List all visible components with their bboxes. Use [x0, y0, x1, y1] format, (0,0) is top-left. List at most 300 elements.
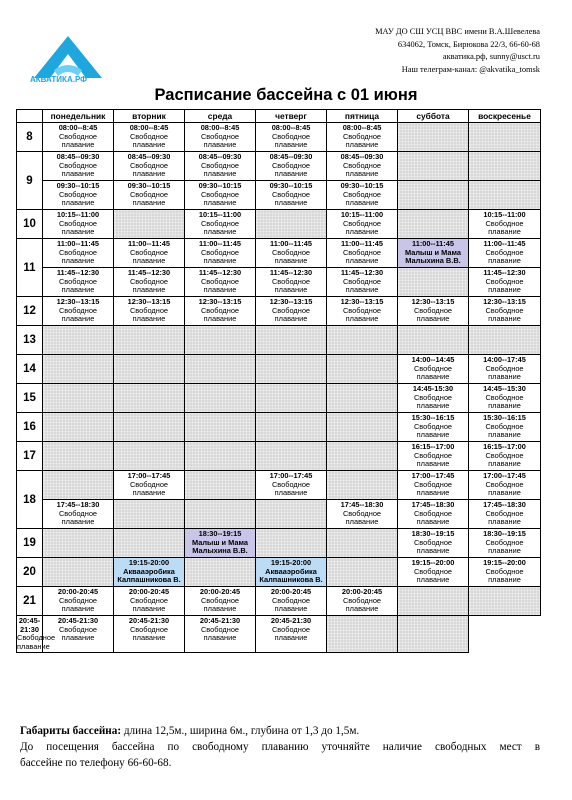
hour-label: 13	[17, 326, 43, 355]
session-time: 17:45--18:30	[340, 500, 384, 509]
session-title: Свободное плавание	[271, 624, 311, 643]
session-title: Свободное плавание	[271, 247, 311, 266]
empty-slot-thursday	[256, 442, 327, 471]
session-title: Свободное плавание	[58, 218, 98, 237]
session-time: 11:00--11:45	[483, 239, 526, 248]
booking-note-line-1: До посещения бассейна по свободному плаванию уточняйте наличие свободных мест в	[20, 741, 540, 753]
session-slot-sunday	[469, 442, 541, 471]
session-title: Свободное плавание	[129, 595, 169, 614]
empty-slot-friday	[327, 558, 398, 587]
day-header-sunday: воскресенье	[469, 110, 541, 123]
session-title: Свободное плавание	[200, 247, 240, 266]
session-time: 10:15--11:00	[483, 210, 526, 219]
session-time: 11:00--11:45	[341, 239, 383, 248]
session-title: Свободное плавание	[271, 479, 311, 498]
empty-slot-friday	[327, 413, 398, 442]
session-slot-wednesday	[185, 587, 256, 616]
contact-line-address: 634062, Томск, Бирюкова 22/3, 66-60-68	[397, 39, 540, 49]
session-slot-thursday	[256, 558, 327, 587]
session-slot-sunday	[469, 297, 541, 326]
session-time: 14:00--14:45	[411, 355, 455, 364]
empty-slot-saturday	[398, 268, 469, 297]
session-time: 10:15--11:00	[340, 210, 384, 219]
schedule-row	[17, 181, 541, 210]
schedule-row	[17, 152, 541, 181]
session-title: Свободное плавание	[129, 131, 169, 150]
session-slot-sunday	[469, 413, 541, 442]
session-time: 11:00--11:45	[270, 239, 312, 248]
hour-label: 8	[17, 123, 43, 152]
schedule-row	[17, 587, 541, 616]
hour-column-header	[17, 110, 43, 123]
session-time: 19:15--20:00	[483, 558, 526, 567]
session-time: 11:00--11:45	[199, 239, 241, 248]
session-title: Свободное плавание	[129, 276, 169, 295]
dimensions-label: Габариты бассейна:	[20, 725, 122, 737]
session-time: 20:00-20:45	[57, 587, 99, 596]
session-time: 18:30--19:15	[411, 529, 455, 538]
empty-slot-saturday	[398, 210, 469, 239]
empty-slot-monday	[43, 326, 114, 355]
session-slot-thursday	[256, 297, 327, 326]
session-time: 20:45-21:30	[128, 616, 170, 625]
session-title: Малыш и Мама Малыхина В.В.	[191, 537, 248, 556]
empty-slot-saturday	[398, 123, 469, 152]
session-time: 19:15-20:00	[270, 558, 312, 567]
session-time: 09:30--10:15	[56, 181, 100, 190]
session-title: Свободное плавание	[413, 392, 453, 411]
empty-slot-thursday	[256, 529, 327, 558]
empty-slot-tuesday	[114, 500, 185, 529]
hour-label: 21	[17, 587, 43, 616]
session-slot-monday	[43, 123, 114, 152]
empty-slot-sunday	[469, 181, 541, 210]
session-time: 20:00-20:45	[270, 587, 312, 596]
empty-slot-monday	[43, 413, 114, 442]
session-slot-saturday	[398, 558, 469, 587]
session-title: Свободное плавание	[413, 305, 453, 324]
session-time: 11:45--12:30	[127, 268, 171, 277]
session-time: 17:00--17:45	[127, 471, 171, 480]
session-slot-saturday	[398, 384, 469, 413]
session-slot-sunday	[469, 529, 541, 558]
hour-label: 10	[17, 210, 43, 239]
contact-line-org: МАУ ДО СШ УСЦ ВВС имени В.А.Шевелева	[375, 27, 540, 36]
empty-slot-sunday	[469, 123, 541, 152]
empty-slot-saturday	[327, 616, 398, 653]
session-time: 12:30--13:15	[411, 297, 455, 306]
session-slot-friday	[256, 616, 327, 653]
session-title: Свободное плавание	[342, 218, 382, 237]
session-title: Свободное плавание	[129, 160, 169, 179]
day-header-saturday: суббота	[398, 110, 469, 123]
empty-slot-friday	[327, 442, 398, 471]
session-time: 11:00--11:45	[57, 239, 99, 248]
session-slot-saturday	[398, 297, 469, 326]
session-title: Свободное плавание	[200, 305, 240, 324]
session-slot-friday	[327, 123, 398, 152]
session-time: 10:15--11:00	[198, 210, 242, 219]
day-header-tuesday: вторник	[114, 110, 185, 123]
session-title: Свободное плавание	[413, 450, 453, 469]
session-time: 12:30--13:15	[483, 297, 526, 306]
hour-label: 20	[17, 558, 43, 587]
empty-slot-saturday	[398, 587, 469, 616]
session-title: Свободное плавание	[485, 276, 524, 295]
schedule-row	[17, 413, 541, 442]
session-title: Свободное плавание	[271, 131, 311, 150]
session-time: 20:00-20:45	[128, 587, 170, 596]
empty-slot-tuesday	[114, 529, 185, 558]
empty-slot-tuesday	[114, 442, 185, 471]
session-time: 15:30--16:15	[411, 413, 455, 422]
session-slot-wednesday	[185, 123, 256, 152]
empty-slot-thursday	[256, 413, 327, 442]
contact-line-site: акватика.рф, sunny@usct.ru	[442, 52, 540, 62]
session-slot-tuesday	[114, 123, 185, 152]
session-slot-sunday	[469, 558, 541, 587]
session-time: 14:45--15:30	[483, 384, 526, 393]
empty-slot-saturday	[398, 326, 469, 355]
schedule-row	[17, 123, 541, 152]
empty-slot-saturday	[398, 181, 469, 210]
empty-slot-friday	[327, 529, 398, 558]
session-slot-wednesday	[185, 239, 256, 268]
session-title: Свободное плавание	[342, 247, 382, 266]
session-title: Свободное плавание	[58, 247, 98, 266]
session-slot-saturday	[398, 355, 469, 384]
session-title: Свободное плавание	[413, 363, 453, 382]
session-time: 12:30--13:15	[340, 297, 384, 306]
session-title: Свободное плавание	[342, 508, 382, 527]
empty-slot-wednesday	[185, 500, 256, 529]
session-title: Свободное плавание	[342, 131, 382, 150]
session-title: Свободное плавание	[271, 189, 311, 208]
session-title: Свободное плавание	[200, 160, 240, 179]
session-slot-thursday	[256, 239, 327, 268]
session-title: Свободное плавание	[413, 566, 453, 585]
session-time: 15:30--16:15	[483, 413, 526, 422]
session-title: Свободное плавание	[485, 247, 524, 266]
session-slot-thursday	[256, 587, 327, 616]
schedule-table	[16, 109, 541, 653]
footer	[20, 723, 540, 771]
day-header-monday: понедельник	[43, 110, 114, 123]
session-time: 08:00--8:45	[342, 123, 382, 132]
hour-label: 19	[17, 529, 43, 558]
session-time: 20:45-21:30	[270, 616, 312, 625]
session-slot-friday	[327, 210, 398, 239]
empty-slot-friday	[327, 384, 398, 413]
schedule-row	[17, 384, 541, 413]
session-slot-wednesday	[185, 210, 256, 239]
schedule-row	[17, 268, 541, 297]
session-slot-monday	[43, 181, 114, 210]
session-slot-sunday	[469, 384, 541, 413]
session-title: Свободное плавание	[413, 537, 453, 556]
empty-slot-wednesday	[185, 413, 256, 442]
empty-slot-thursday	[256, 384, 327, 413]
session-title: Аквааэробика Калпашникова В.	[117, 566, 181, 585]
session-slot-friday	[327, 500, 398, 529]
session-slot-thursday	[256, 152, 327, 181]
session-title: Свободное плавание	[485, 218, 524, 237]
session-title: Свободное плавание	[413, 508, 453, 527]
session-slot-tuesday	[114, 558, 185, 587]
session-time: 16:15--17:00	[411, 442, 455, 451]
session-slot-monday	[43, 152, 114, 181]
session-title: Свободное плавание	[200, 624, 240, 643]
empty-slot-thursday	[256, 210, 327, 239]
session-title: Свободное плавание	[342, 189, 382, 208]
session-slot-tuesday	[114, 152, 185, 181]
session-title: Свободное плавание	[485, 508, 524, 527]
session-time: 17:45--18:30	[411, 500, 455, 509]
session-time: 18:30--19:15	[198, 529, 242, 538]
session-time: 09:30--10:15	[198, 181, 242, 190]
day-header-thursday: четверг	[256, 110, 327, 123]
session-time: 08:45--09:30	[127, 152, 171, 161]
session-slot-wednesday	[114, 616, 185, 653]
session-slot-friday	[327, 297, 398, 326]
session-slot-thursday	[256, 268, 327, 297]
session-slot-thursday	[256, 471, 327, 500]
session-time: 20:00-20:45	[341, 587, 383, 596]
session-time: 20:45-21:30	[57, 616, 99, 625]
session-time: 08:00--8:45	[271, 123, 311, 132]
session-time: 11:45--12:30	[483, 268, 526, 277]
session-title: Свободное плавание	[58, 160, 98, 179]
session-title: Свободное плавание	[129, 189, 169, 208]
session-slot-sunday	[469, 239, 541, 268]
empty-slot-sunday	[469, 152, 541, 181]
session-time: 12:30--13:15	[198, 297, 242, 306]
empty-slot-monday	[43, 355, 114, 384]
session-title: Свободное плавание	[200, 276, 240, 295]
booking-note-line-2: бассейне по телефону 66-60-68.	[20, 757, 172, 769]
session-title: Свободное плавание	[58, 508, 98, 527]
schedule-row	[17, 297, 541, 326]
session-title: Свободное плавание	[200, 218, 240, 237]
session-slot-sunday	[469, 210, 541, 239]
hour-label: 17	[17, 442, 43, 471]
session-time: 12:30--13:15	[127, 297, 171, 306]
session-title: Малыш и Мама Малыхина В.В.	[404, 247, 461, 266]
schedule-row	[17, 558, 541, 587]
session-slot-tuesday	[114, 297, 185, 326]
session-time: 19:15-20:00	[128, 558, 170, 567]
session-slot-friday	[327, 239, 398, 268]
session-title: Свободное плавание	[271, 276, 311, 295]
session-title: Свободное плавание	[342, 276, 382, 295]
empty-slot-friday	[327, 355, 398, 384]
empty-slot-monday	[43, 384, 114, 413]
empty-slot-wednesday	[185, 558, 256, 587]
session-time: 17:00--17:45	[411, 471, 455, 480]
day-header-friday: пятница	[327, 110, 398, 123]
session-slot-friday	[327, 181, 398, 210]
session-slot-wednesday	[185, 297, 256, 326]
schedule-row	[17, 616, 541, 653]
session-time: 18:30--19:15	[483, 529, 526, 538]
session-title: Свободное плавание	[271, 160, 311, 179]
empty-slot-saturday	[398, 152, 469, 181]
session-slot-monday	[43, 587, 114, 616]
day-header-wednesday: среда	[185, 110, 256, 123]
session-title: Свободное плавание	[485, 363, 524, 382]
empty-slot-tuesday	[114, 413, 185, 442]
schedule-row	[17, 529, 541, 558]
session-title: Свободное плавание	[200, 595, 240, 614]
session-time: 17:45--18:30	[483, 500, 526, 509]
empty-slot-sunday	[398, 616, 469, 653]
session-slot-thursday	[256, 181, 327, 210]
session-title: Свободное плавание	[485, 305, 524, 324]
session-slot-sunday	[469, 268, 541, 297]
session-title: Свободное плавание	[413, 421, 453, 440]
schedule-header-row	[17, 110, 541, 123]
session-time: 10:15--11:00	[56, 210, 100, 219]
hour-label: 11	[17, 239, 43, 297]
session-slot-monday	[43, 239, 114, 268]
session-title: Аквааэробика Калпашникова В.	[259, 566, 323, 585]
session-time: 11:45--12:30	[56, 268, 100, 277]
session-title: Свободное плавание	[17, 633, 56, 651]
session-time: 20:45-21:30	[18, 616, 41, 634]
session-title: Свободное плавание	[485, 392, 524, 411]
session-time: 11:00--11:45	[412, 239, 454, 248]
empty-slot-friday	[327, 326, 398, 355]
session-title: Свободное плавание	[200, 189, 240, 208]
session-time: 17:00--17:45	[269, 471, 313, 480]
session-slot-wednesday	[185, 268, 256, 297]
session-slot-thursday	[256, 123, 327, 152]
session-title: Свободное плавание	[413, 479, 453, 498]
session-slot-wednesday	[185, 181, 256, 210]
session-title: Свободное плавание	[58, 131, 98, 150]
hour-label: 9	[17, 152, 43, 210]
session-slot-monday	[43, 210, 114, 239]
session-title: Свободное плавание	[271, 595, 311, 614]
session-slot-sunday	[469, 471, 541, 500]
session-title: Свободное плавание	[129, 624, 169, 643]
session-slot-sunday	[469, 355, 541, 384]
empty-slot-friday	[327, 471, 398, 500]
session-slot-sunday	[469, 500, 541, 529]
session-title: Свободное плавание	[342, 160, 382, 179]
empty-slot-tuesday	[114, 210, 185, 239]
session-title: Свободное плавание	[129, 305, 169, 324]
empty-slot-wednesday	[185, 471, 256, 500]
session-title: Свободное плавание	[129, 247, 169, 266]
session-slot-monday	[17, 616, 56, 653]
pool-dimensions	[20, 723, 540, 739]
session-title: Свободное плавание	[58, 276, 98, 295]
session-title: Свободное плавание	[58, 305, 98, 324]
session-title: Свободное плавание	[271, 305, 311, 324]
session-time: 08:45--09:30	[269, 152, 313, 161]
session-time: 11:45--12:30	[340, 268, 384, 277]
session-slot-friday	[327, 268, 398, 297]
session-time: 17:45--18:30	[56, 500, 100, 509]
empty-slot-wednesday	[185, 326, 256, 355]
session-slot-tuesday	[114, 181, 185, 210]
session-slot-saturday	[398, 529, 469, 558]
session-slot-saturday	[398, 442, 469, 471]
session-title: Свободное плавание	[200, 131, 240, 150]
session-slot-tuesday	[114, 587, 185, 616]
session-slot-wednesday	[185, 152, 256, 181]
empty-slot-thursday	[256, 355, 327, 384]
session-time: 08:00--8:45	[129, 123, 169, 132]
schedule-row	[17, 500, 541, 529]
session-time: 20:00-20:45	[199, 587, 241, 596]
session-time: 12:30--13:15	[269, 297, 313, 306]
session-time: 08:45--09:30	[198, 152, 242, 161]
session-title: Свободное плавание	[342, 305, 382, 324]
empty-slot-monday	[43, 442, 114, 471]
session-slot-saturday	[398, 413, 469, 442]
session-time: 08:45--09:30	[340, 152, 384, 161]
session-slot-saturday	[398, 500, 469, 529]
empty-slot-thursday	[256, 500, 327, 529]
session-slot-friday	[327, 152, 398, 181]
schedule-row	[17, 442, 541, 471]
empty-slot-thursday	[256, 326, 327, 355]
session-time: 11:00--11:45	[128, 239, 170, 248]
session-time: 14:00--17:45	[483, 355, 526, 364]
session-time: 09:30--10:15	[340, 181, 384, 190]
session-title: Свободное плавание	[485, 537, 524, 556]
empty-slot-sunday	[469, 587, 541, 616]
empty-slot-sunday	[469, 326, 541, 355]
schedule-row	[17, 210, 541, 239]
session-title: Свободное плавание	[485, 450, 524, 469]
session-time: 19:15--20:00	[411, 558, 455, 567]
session-slot-tuesday	[114, 268, 185, 297]
session-title: Свободное плавание	[485, 421, 524, 440]
hour-label: 18	[17, 471, 43, 529]
empty-slot-tuesday	[114, 384, 185, 413]
session-slot-monday	[43, 297, 114, 326]
hour-label: 16	[17, 413, 43, 442]
hour-label: 15	[17, 384, 43, 413]
contacts-block	[300, 26, 540, 76]
session-slot-saturday	[398, 239, 469, 268]
session-title: Свободное плавание	[129, 479, 169, 498]
empty-slot-monday	[43, 529, 114, 558]
session-time: 17:00--17:45	[483, 471, 526, 480]
session-slot-tuesday	[114, 471, 185, 500]
session-slot-thursday	[185, 616, 256, 653]
session-title: Свободное плавание	[58, 595, 98, 614]
session-time: 14:45-15:30	[412, 384, 454, 393]
session-time: 08:00--8:45	[58, 123, 98, 132]
session-time: 11:45--12:30	[269, 268, 313, 277]
schedule-row	[17, 355, 541, 384]
session-slot-saturday	[398, 471, 469, 500]
session-time: 20:45-21:30	[199, 616, 241, 625]
empty-slot-tuesday	[114, 355, 185, 384]
schedule-row	[17, 239, 541, 268]
session-time: 08:45--09:30	[56, 152, 100, 161]
session-time: 12:30--13:15	[56, 297, 100, 306]
empty-slot-wednesday	[185, 384, 256, 413]
session-time: 16:15--17:00	[483, 442, 526, 451]
page-title: Расписание бассейна с 01 июня	[154, 86, 418, 104]
session-time: 11:45--12:30	[198, 268, 242, 277]
session-title: Свободное плавание	[485, 479, 524, 498]
